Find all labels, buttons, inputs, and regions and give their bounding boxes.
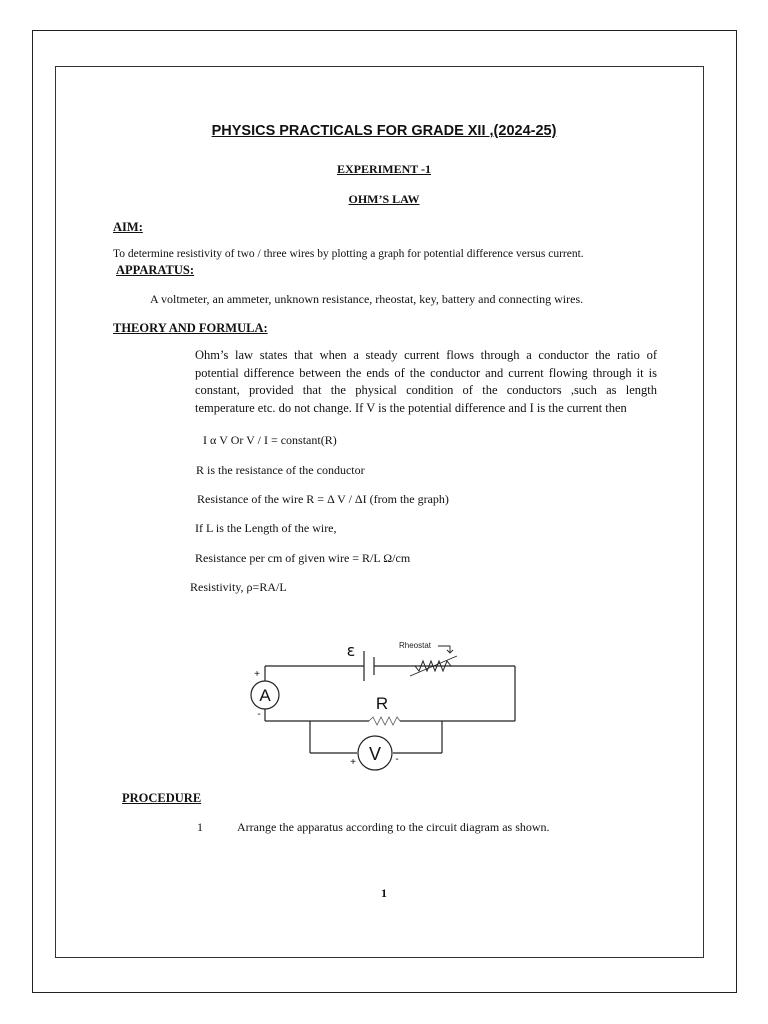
aim-heading: AIM: — [113, 220, 143, 234]
ammeter-minus: - — [257, 709, 261, 720]
rheostat-label: Rheostat — [398, 641, 432, 650]
theory-line: temperature etc. do not change. If V is the potential difference and I is the current then — [195, 400, 627, 415]
theory-line: potential difference between the ends of the conductor and current flowing through it is — [195, 365, 657, 380]
resistor-label: R — [375, 694, 389, 713]
formula-resistance-per-cm: Resistance per cm of given wire = R/L Ω/cm — [195, 551, 411, 565]
theory-heading: THEORY AND FORMULA: — [113, 321, 268, 335]
document-title: PHYSICS PRACTICALS FOR GRADE XII ,(2024-25) — [211, 123, 557, 139]
formula-resistivity: Resistivity, ρ=RA/L — [190, 580, 287, 594]
formula-resistance-graph: Resistance of the wire R = Δ V / ΔI (from the graph) — [197, 492, 449, 506]
experiment-topic: OHM’S LAW — [348, 192, 420, 206]
procedure-step-number: 1 — [197, 820, 203, 834]
ammeter-label: A — [259, 686, 271, 705]
theory-line: constant, provided that the physical condition of the conductors ,such as length — [195, 383, 657, 397]
formula-proportionality: I α V Or V / I = constant(R) — [203, 433, 337, 447]
emf-label: ε — [346, 641, 356, 660]
apparatus-heading: APPARATUS: — [116, 263, 195, 277]
voltmeter-minus: - — [395, 754, 399, 765]
procedure-step-text: Arrange the apparatus according to the circuit diagram as shown. — [237, 820, 550, 834]
theory-line: Ohm’s law states that when a steady current flows through a conductor the ratio of — [195, 348, 657, 362]
theory-paragraph — [195, 347, 657, 417]
ammeter-plus: + — [254, 669, 260, 680]
experiment-number: EXPERIMENT -1 — [336, 162, 432, 176]
procedure-heading: PROCEDURE — [122, 791, 202, 805]
apparatus-text: A voltmeter, an ammeter, unknown resistance, rheostat, key, battery and connecting wires. — [150, 292, 584, 306]
formula-resistance-definition: R is the resistance of the conductor — [196, 463, 365, 477]
circuit-diagram — [245, 633, 520, 776]
voltmeter-label: V — [368, 744, 382, 764]
voltmeter-plus: + — [350, 757, 356, 768]
formula-length: If L is the Length of the wire, — [195, 521, 337, 535]
aim-text: To determine resistivity of two / three wires by plotting a graph for potential difference versus current. — [113, 248, 584, 260]
page-number: 1 — [381, 886, 387, 900]
